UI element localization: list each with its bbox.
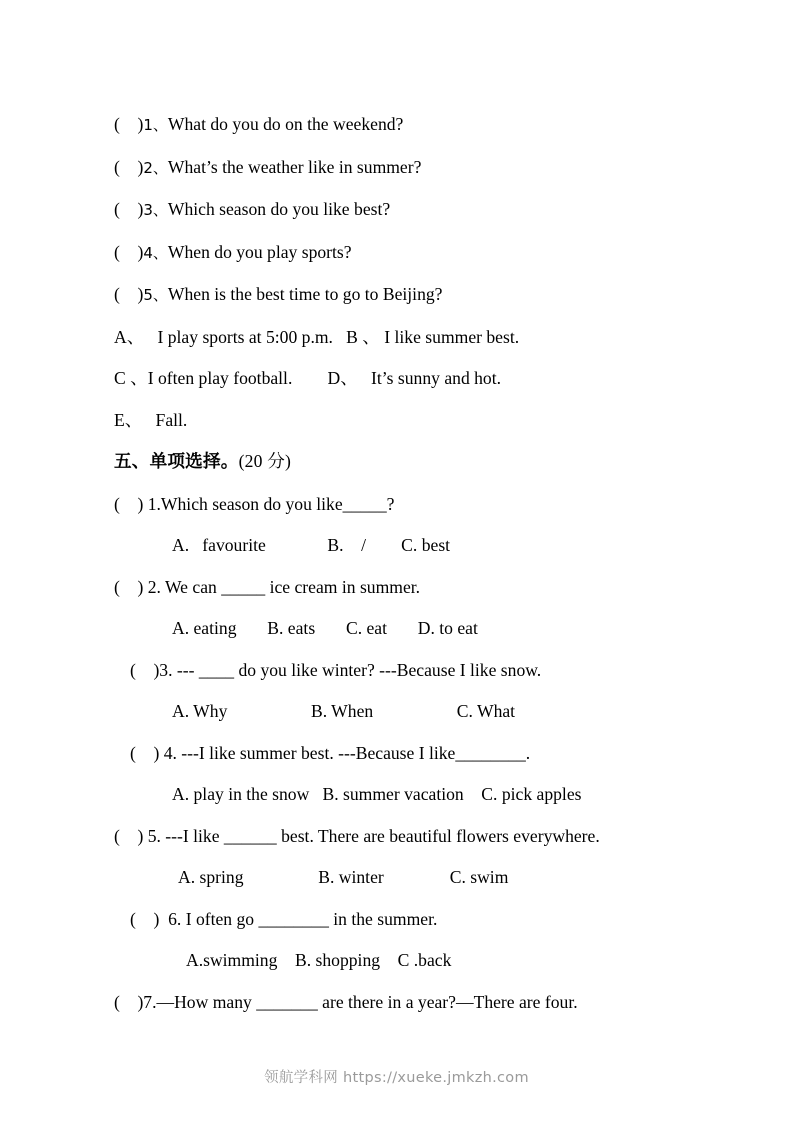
footer-url: https://xueke.jmkzh.com <box>343 1070 529 1086</box>
matching-question-text-5: When is the best time to go to Beijing? <box>167 284 443 304</box>
matching-question-4 <box>114 232 694 275</box>
matching-question-text-1: What do you do on the weekend? <box>167 114 404 134</box>
answer-option-d: D、 It’s sunny and hot. <box>327 368 502 388</box>
answer-blank-paren-2[interactable]: ( ) <box>114 156 144 177</box>
choice-question-1-stem[interactable]: ( ) 1.Which season do you like_____? <box>114 493 395 514</box>
answer-bank-row-2 <box>114 358 694 400</box>
choice-question-7-stem[interactable]: ( )7.—How many _______ are there in a year?—There are four. <box>114 991 578 1012</box>
matching-question-text-3: Which season do you like best? <box>167 199 391 219</box>
choice-question-6-options[interactable]: A.swimming B. shopping C .back <box>186 950 452 970</box>
answer-bank-row-1 <box>114 317 694 359</box>
answer-bank-row-3 <box>114 400 694 442</box>
matching-question-number-5: 5、 <box>143 286 168 304</box>
matching-question-number-4: 4、 <box>143 243 168 262</box>
matching-question-text-4: When do you play sports? <box>167 241 352 262</box>
choice-question-3-options[interactable]: A. Why B. When C. What <box>172 701 516 721</box>
matching-question-number-1: 1、 <box>143 116 168 134</box>
matching-questions <box>114 104 694 317</box>
choice-question-6-stem[interactable]: ( ) 6. I often go ________ in the summer. <box>130 908 438 929</box>
section-heading-multiple-choice <box>114 441 694 484</box>
choice-question-2-options[interactable]: A. eating B. eats C. eat D. to eat <box>172 618 478 638</box>
footer-site-name: 领航学科网 <box>264 1070 339 1086</box>
matching-question-2 <box>114 147 694 190</box>
choice-question-2-stem[interactable]: ( ) 2. We can _____ ice cream in summer. <box>114 576 421 597</box>
exam-content <box>114 104 694 1023</box>
matching-question-text-2: What’s the weather like in summer? <box>167 156 422 177</box>
answer-option-c: C 、I often play football. <box>114 368 293 388</box>
choice-question-1-options[interactable]: A. favourite B. / C. best <box>172 535 451 555</box>
matching-question-number-3: 3、 <box>143 201 168 219</box>
choice-questions <box>114 484 694 1024</box>
answer-blank-paren-3[interactable]: ( ) <box>114 199 144 219</box>
answer-blank-paren-4[interactable]: ( ) <box>114 241 144 262</box>
choice-question-5-options[interactable]: A. spring B. winter C. swim <box>178 867 509 887</box>
matching-question-number-2: 2、 <box>143 158 168 177</box>
answer-blank-paren-1[interactable]: ( ) <box>114 114 144 134</box>
answer-blank-paren-5[interactable]: ( ) <box>114 284 144 304</box>
answer-option-a: A、 I play sports at 5:00 p.m. <box>114 326 333 347</box>
choice-question-4-stem[interactable]: ( ) 4. ---I like summer best. ---Because I like________. <box>130 742 531 763</box>
choice-question-4-options[interactable]: A. play in the snow B. summer vacation C. pick apples <box>172 784 582 804</box>
matching-question-1 <box>114 104 694 147</box>
section-heading-score: (20 分) <box>238 451 292 471</box>
answer-option-e: E、 Fall. <box>114 409 188 430</box>
matching-answer-bank <box>114 317 694 442</box>
matching-question-5 <box>114 274 694 317</box>
section-heading-title: 五、单项选择。 <box>114 452 239 472</box>
footer-watermark <box>0 1066 793 1087</box>
matching-question-3 <box>114 189 694 232</box>
choice-question-5-stem[interactable]: ( ) 5. ---I like ______ best. There are beautiful flowers everywhere. <box>114 825 600 846</box>
choice-question-3-stem[interactable]: ( )3. --- ____ do you like winter? ---Because I like snow. <box>130 659 542 680</box>
answer-option-b: B 、 I like summer best. <box>346 326 520 347</box>
